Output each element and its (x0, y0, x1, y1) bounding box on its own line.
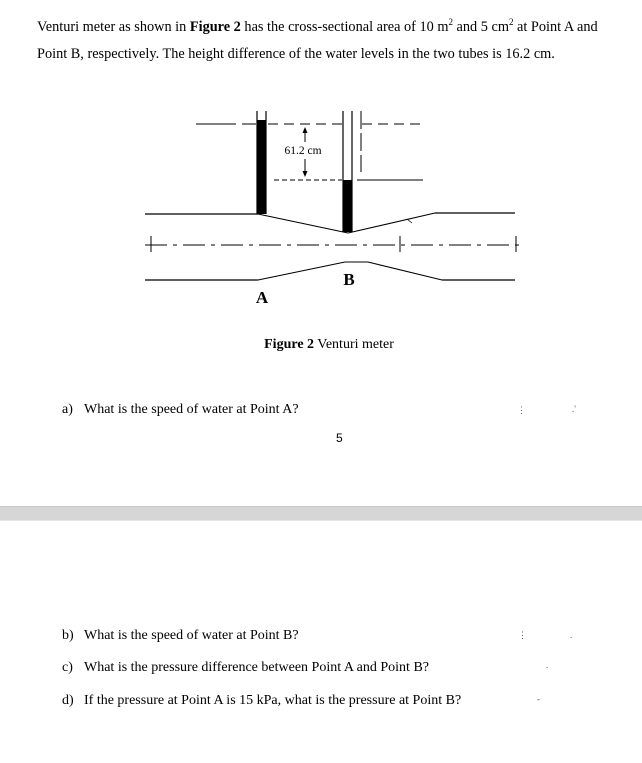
question-label: a) (62, 402, 73, 417)
caption-text: Venturi meter (314, 337, 394, 352)
question-c (62, 660, 429, 676)
question-text: What is the pressure difference between Point A and Point B? (84, 660, 429, 675)
height-label: 61.2 cm (284, 145, 322, 157)
question-text: What is the speed of water at Point A? (84, 402, 299, 417)
question-a (62, 402, 299, 418)
flow-tick (407, 219, 412, 223)
height-arrow-up-head (303, 127, 308, 133)
question-text: If the pressure at Point A is 15 kPa, what is the pressure at Point B? (84, 693, 462, 708)
scan-speck: - (537, 694, 540, 704)
tube-b-water-column (343, 180, 352, 232)
intro-text-4: at Point A and Point B, respectively. The height difference of the water levels in the two tubes is 16.2 cm. (37, 18, 598, 62)
question-label: c) (62, 660, 73, 675)
intro-text-1: Venturi meter as shown in (37, 18, 190, 35)
page-number: 5 (336, 431, 343, 445)
pipe-top-wall-taper-right (348, 213, 435, 233)
scan-speck: . (546, 660, 549, 670)
page-separator (0, 506, 642, 521)
problem-statement (37, 9, 627, 68)
venturi-meter-diagram (0, 95, 642, 315)
question-b (62, 628, 299, 644)
pipe-top-wall-taper-left (258, 214, 348, 233)
intro-text-2: has the cross-sectional area of 10 m (240, 18, 449, 35)
tube-a-water-column (257, 120, 266, 214)
pipe-bottom-wall-taper-left (258, 262, 345, 280)
question-label: d) (62, 693, 74, 708)
scan-speck: . (570, 630, 573, 640)
height-arrow-down-head (303, 171, 308, 177)
intro-text-3: and 5 cm (452, 18, 509, 35)
scan-speck: .' (572, 404, 576, 414)
question-text: What is the speed of water at Point B? (84, 628, 299, 643)
scan-speck: ⋮ (518, 630, 527, 640)
point-b-label: B (343, 270, 355, 289)
caption-figure-number: Figure 2 (264, 337, 315, 352)
point-a-label: A (255, 288, 269, 307)
scan-speck: ⋮ (517, 405, 526, 415)
figure-reference: Figure 2 (189, 18, 241, 35)
superscript-2b: 2 (508, 17, 514, 27)
figure-caption (0, 337, 642, 353)
pipe-bottom-wall-taper-right (368, 262, 442, 280)
question-label: b) (62, 628, 74, 643)
question-d (62, 693, 461, 709)
superscript-2a: 2 (448, 17, 453, 27)
